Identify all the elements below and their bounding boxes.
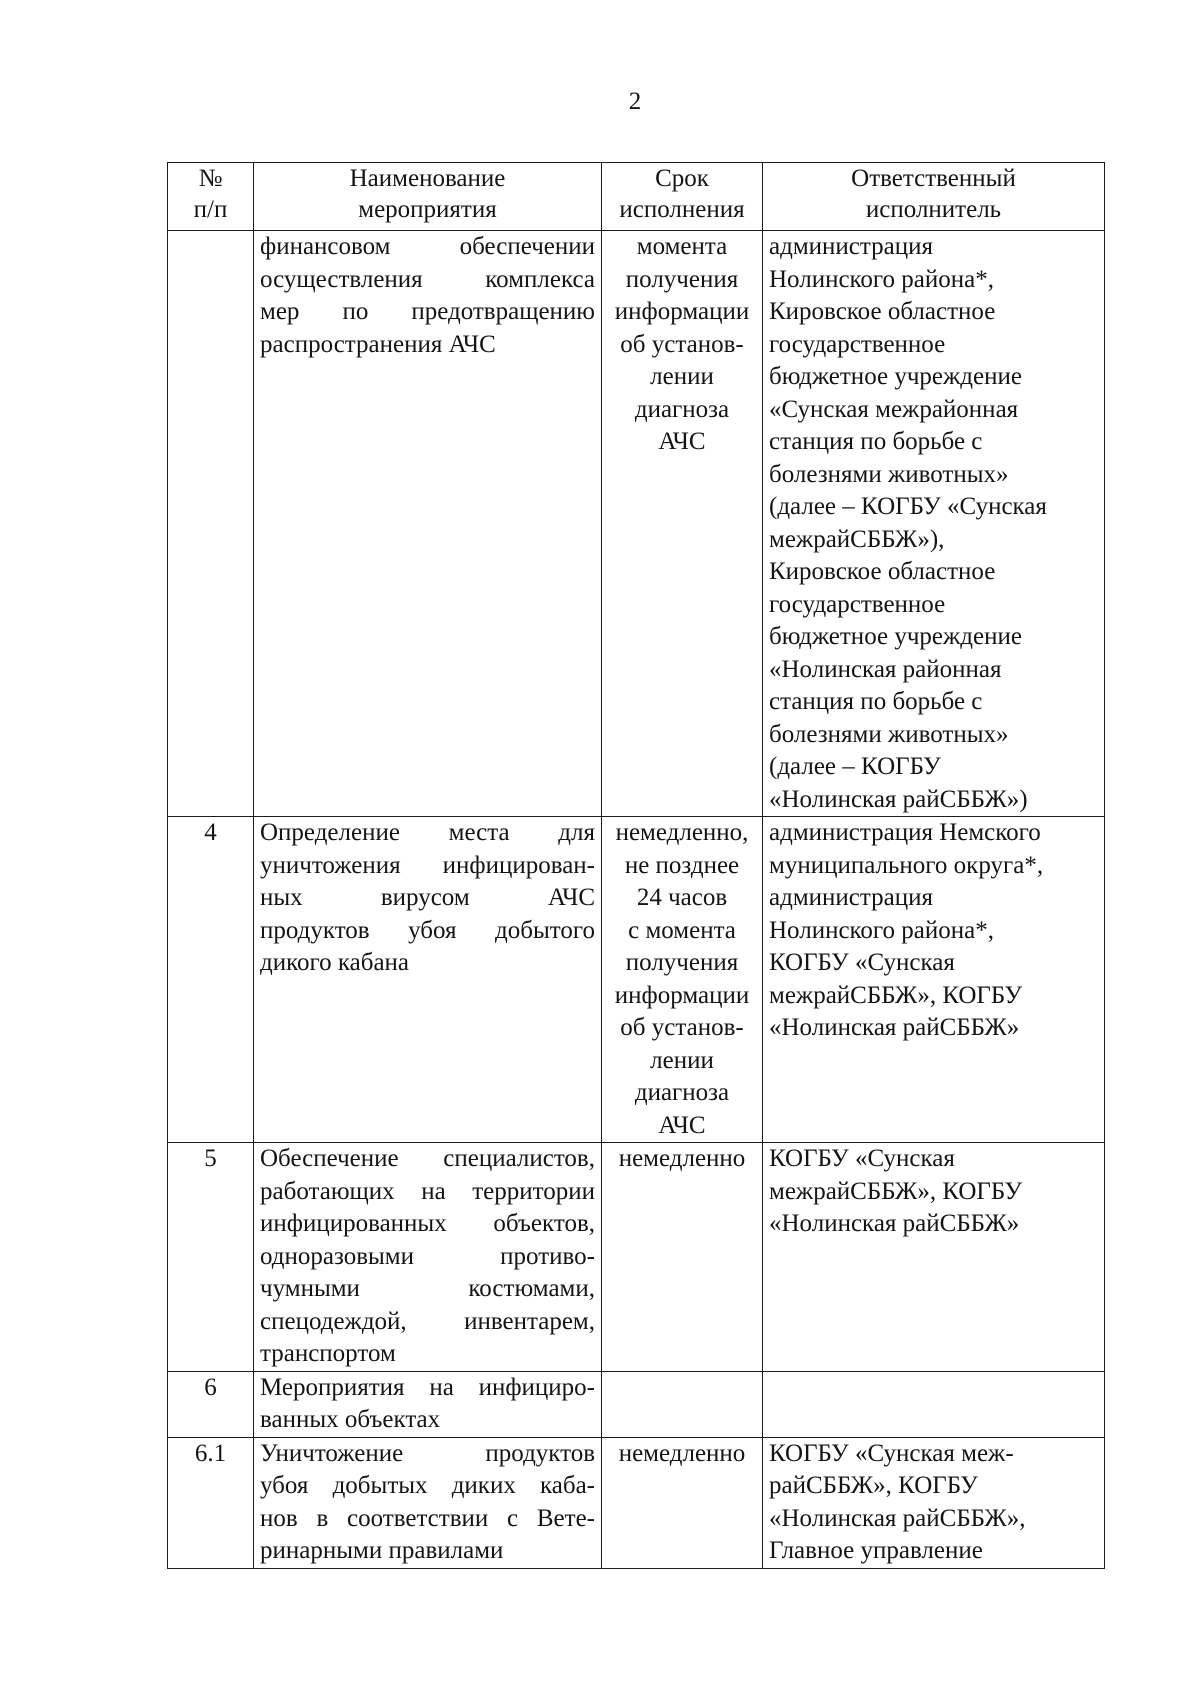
- table-row: [168, 1143, 1105, 1372]
- measure-name-line: ванных объектах: [260, 1406, 441, 1433]
- responsible-executor-line: «Нолинская райСББЖ»: [769, 1210, 1020, 1237]
- measure-name-line: продуктов убоя добытого: [260, 916, 595, 944]
- execution-term-line: получения: [625, 949, 739, 976]
- responsible-executor-line: Нолинского района*,: [769, 916, 995, 944]
- responsible-executor-line: станция по борьбе с: [769, 688, 983, 715]
- responsible-executor-line: Кировское областное: [769, 298, 996, 325]
- responsible-executor: [763, 1437, 1105, 1568]
- measure-name-line: уничтожения инфицирован-: [260, 851, 595, 879]
- execution-term-line: лении: [650, 363, 714, 390]
- responsible-executor-line: райСББЖ», КОГБУ: [769, 1472, 978, 1499]
- responsible-executor-line: «Нолинская районная: [769, 655, 1002, 683]
- responsible-executor-line: (далее – КОГБУ: [769, 753, 941, 780]
- measure-name-line: Уничтожение продуктов: [260, 1439, 595, 1467]
- execution-term-line: информации: [614, 981, 750, 1009]
- measure-name-line: инфицированных объектов,: [260, 1210, 595, 1237]
- row-number: 5: [168, 1143, 254, 1372]
- execution-term-line: не позднее: [624, 851, 740, 879]
- measure-name-line: финансовом обеспечении: [260, 233, 595, 260]
- measure-name-line: распространения АЧС: [260, 330, 496, 358]
- measures-table: [167, 162, 1105, 1569]
- execution-term-line: АЧС: [658, 1111, 706, 1139]
- responsible-executor-line: Кировское областное: [769, 558, 996, 585]
- measure-name-line: нов в соответствии с Вете-: [260, 1504, 595, 1532]
- measure-name-line: работающих на территории: [260, 1177, 595, 1205]
- execution-term-line: об установ-: [620, 1014, 744, 1041]
- responsible-executor: [763, 231, 1105, 817]
- execution-term: [602, 817, 763, 1143]
- measure-name-line: дикого кабана: [260, 949, 410, 976]
- measure-name: [254, 1437, 602, 1568]
- execution-term: [602, 231, 763, 817]
- responsible-executor: [763, 1371, 1105, 1437]
- responsible-executor-line: болезнями животных»: [769, 460, 1009, 488]
- execution-term-line: лении: [650, 1046, 714, 1074]
- header-name: Наименование мероприятия: [254, 163, 602, 231]
- execution-term: [602, 1371, 763, 1437]
- header-number: № п/п: [168, 163, 254, 231]
- measure-name-line: Обеспечение специалистов,: [260, 1145, 595, 1172]
- responsible-executor-line: Главное управление: [769, 1537, 983, 1564]
- responsible-executor-line: администрация Немского: [769, 819, 1041, 846]
- header-term: Срок исполнения: [602, 163, 763, 231]
- table-row: [168, 1371, 1105, 1437]
- row-number: [168, 231, 254, 817]
- responsible-executor-line: КОГБУ «Сунская меж-: [769, 1439, 1014, 1467]
- measure-name-line: убоя добытых диких каба-: [260, 1472, 595, 1499]
- responsible-executor-line: КОГБУ «Сунская: [769, 1145, 955, 1172]
- execution-term-line: с момента: [628, 916, 736, 944]
- responsible-executor-line: Нолинского района*,: [769, 265, 995, 293]
- execution-term-line: диагноза: [634, 1079, 730, 1106]
- responsible-executor: [763, 817, 1105, 1143]
- execution-term-line: получения: [625, 265, 739, 293]
- measure-name: [254, 1143, 602, 1372]
- measure-name: [254, 231, 602, 817]
- responsible-executor-line: бюджетное учреждение: [769, 623, 1022, 650]
- measure-name-line: транспортом: [260, 1340, 396, 1367]
- measure-name-line: мер по предотвращению: [260, 298, 595, 325]
- execution-term: [602, 1437, 763, 1568]
- execution-term-line: информации: [614, 298, 750, 325]
- measure-name-line: чумными костюмами,: [260, 1275, 595, 1302]
- responsible-executor-line: «Нолинская райСББЖ»,: [769, 1504, 1026, 1532]
- page-number: 2: [628, 88, 642, 115]
- table-row: [168, 817, 1105, 1143]
- responsible-executor-line: государственное: [769, 330, 946, 358]
- responsible-executor: [763, 1143, 1105, 1372]
- execution-term: [602, 1143, 763, 1372]
- measure-name: [254, 817, 602, 1143]
- measure-name-line: Определение места для: [260, 819, 595, 846]
- measure-name-line: спецодеждой, инвентарем,: [260, 1307, 595, 1335]
- responsible-executor-line: межрайСББЖ», КОГБУ: [769, 1177, 1023, 1205]
- execution-term-line: немедленно: [618, 1145, 746, 1172]
- responsible-executor-line: государственное: [769, 590, 946, 618]
- execution-term-line: АЧС: [658, 428, 706, 455]
- responsible-executor-line: КОГБУ «Сунская: [769, 949, 955, 976]
- row-number: 4: [168, 817, 254, 1143]
- execution-term-line: немедленно,: [615, 819, 749, 846]
- responsible-executor-line: бюджетное учреждение: [769, 363, 1022, 390]
- measure-name-line: Мероприятия на инфициро-: [260, 1373, 595, 1401]
- table-row: [168, 1437, 1105, 1568]
- responsible-executor-line: межрайСББЖ»),: [769, 525, 945, 553]
- measure-name-line: ринарными правилами: [260, 1537, 504, 1564]
- row-number: 6.1: [168, 1437, 254, 1568]
- responsible-executor-line: «Нолинская райСББЖ»): [769, 785, 1028, 813]
- table-header-row: [168, 163, 1105, 231]
- header-responsible: Ответственный исполнитель: [763, 163, 1105, 231]
- execution-term-line: об установ-: [620, 330, 744, 358]
- responsible-executor-line: «Нолинская райСББЖ»: [769, 1014, 1020, 1041]
- responsible-executor-line: межрайСББЖ», КОГБУ: [769, 981, 1023, 1009]
- execution-term-line: немедленно: [618, 1439, 746, 1467]
- responsible-executor-line: (далее – КОГБУ «Сунская: [769, 493, 1047, 520]
- execution-term-line: диагноза: [634, 395, 730, 423]
- responsible-executor-line: администрация: [769, 233, 933, 260]
- execution-term-line: момента: [636, 233, 728, 260]
- measure-name-line: одноразовыми противо-: [260, 1242, 595, 1270]
- measure-name-line: ных вирусом АЧС: [260, 884, 595, 911]
- responsible-executor-line: болезнями животных»: [769, 720, 1009, 748]
- responsible-executor-line: муниципального округа*,: [769, 851, 1044, 879]
- execution-term-line: 24 часов: [636, 884, 728, 911]
- row-number: 6: [168, 1371, 254, 1437]
- responsible-executor-line: администрация: [769, 884, 933, 911]
- table-row: [168, 231, 1105, 817]
- measure-name-line: осуществления комплекса: [260, 265, 595, 293]
- responsible-executor-line: «Сунская межрайонная: [769, 395, 1019, 423]
- responsible-executor-line: станция по борьбе с: [769, 428, 983, 455]
- measure-name: [254, 1371, 602, 1437]
